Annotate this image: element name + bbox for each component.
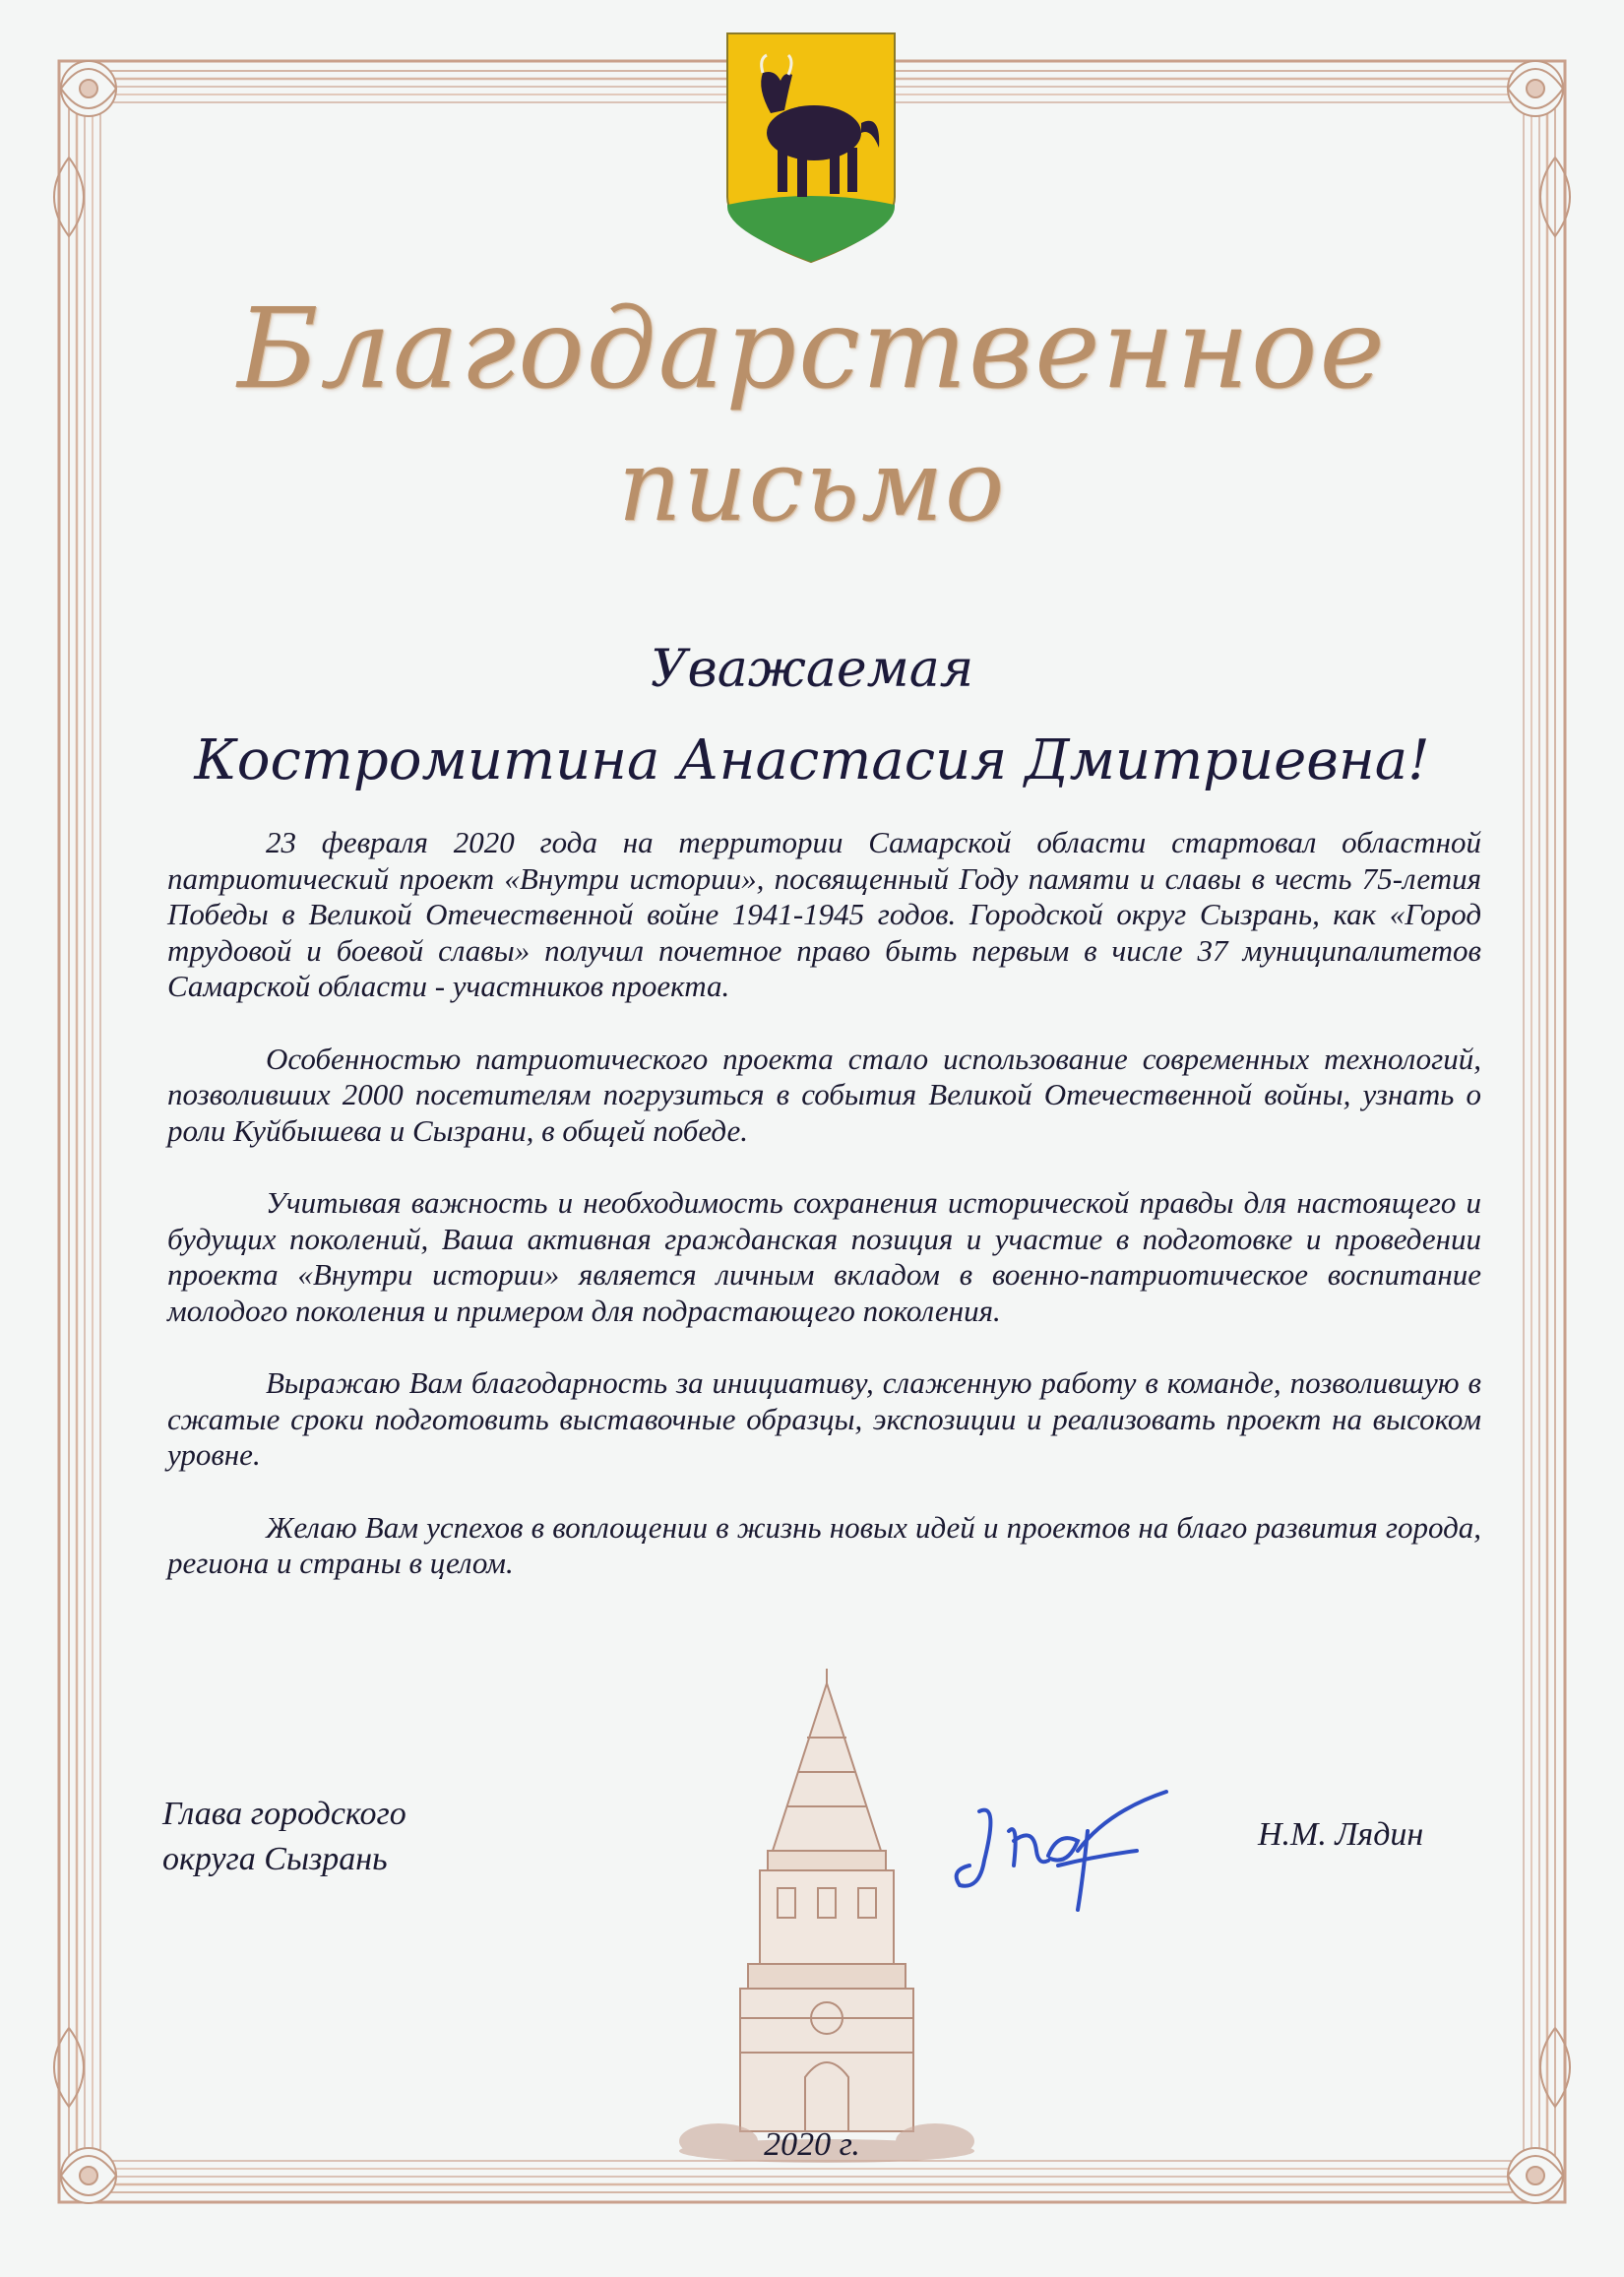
signer-position-line1: Глава городского — [162, 1796, 406, 1832]
paragraph: Выражаю Вам благодарность за инициативу, слаженную работу в команде, позволившую в сжатые сроки подготовить выставочные образцы, экспозиции и реализовать проект на высоком уровне. — [167, 1365, 1481, 1472]
paragraph: Учитывая важность и необходимость сохранения исторической правды для настоящего и будущих поколений, Ваша активная гражданская позиция и участие в подготовке и проведении проекта «Внутри истории» является личным вкладом в военно-патриотическое воспитание молодого поколения и примером для подрастающего поколения. — [167, 1185, 1481, 1328]
handwritten-signature — [940, 1772, 1186, 1920]
salutation-greeting: Уважаемая — [650, 640, 974, 699]
signer-name: Н.М. Лядин — [1258, 1816, 1424, 1853]
signer-position-line2: округа Сызрань — [162, 1841, 388, 1877]
document-year: 2020 г. — [764, 2126, 860, 2163]
signer-position — [162, 1792, 406, 1882]
corner-ornament-top-right — [1508, 61, 1563, 116]
certificate-title-line2: письмо — [617, 428, 1007, 543]
recipient-name: Костромитина Анастасия Дмитриевна! — [194, 728, 1430, 792]
coat-of-arms-emblem — [723, 30, 899, 266]
paragraph: Особенностью патриотического проекта стало использование современных технологий, позволивших 2000 посетителям погрузиться в события Великой Отечественной войны, узнать о роли Куйбышева и Сызрани, в общей победе. — [167, 1041, 1481, 1148]
kremlin-tower-illustration — [679, 1664, 974, 2176]
paragraph: Желаю Вам успехов в воплощении в жизнь новых идей и проектов на благо развития города, региона и страны в целом. — [167, 1509, 1481, 1580]
certificate-title-line1: Благодарственное — [237, 285, 1387, 413]
paragraph: 23 февраля 2020 года на территории Самарской области стартовал областной патриотический проект «Внутри истории», посвященный Году памяти и славы в честь 75-летия Победы в Великой Отечественной войне 1941-1945 годов. Городской округ Сызрань, как «Город трудовой и боевой славы» получил почетное право быть первым в числе 37 муниципалитетов Самарской области - участников проекта. — [167, 825, 1481, 1003]
corner-ornament-top-left — [61, 61, 116, 116]
letter-body — [167, 825, 1481, 1582]
